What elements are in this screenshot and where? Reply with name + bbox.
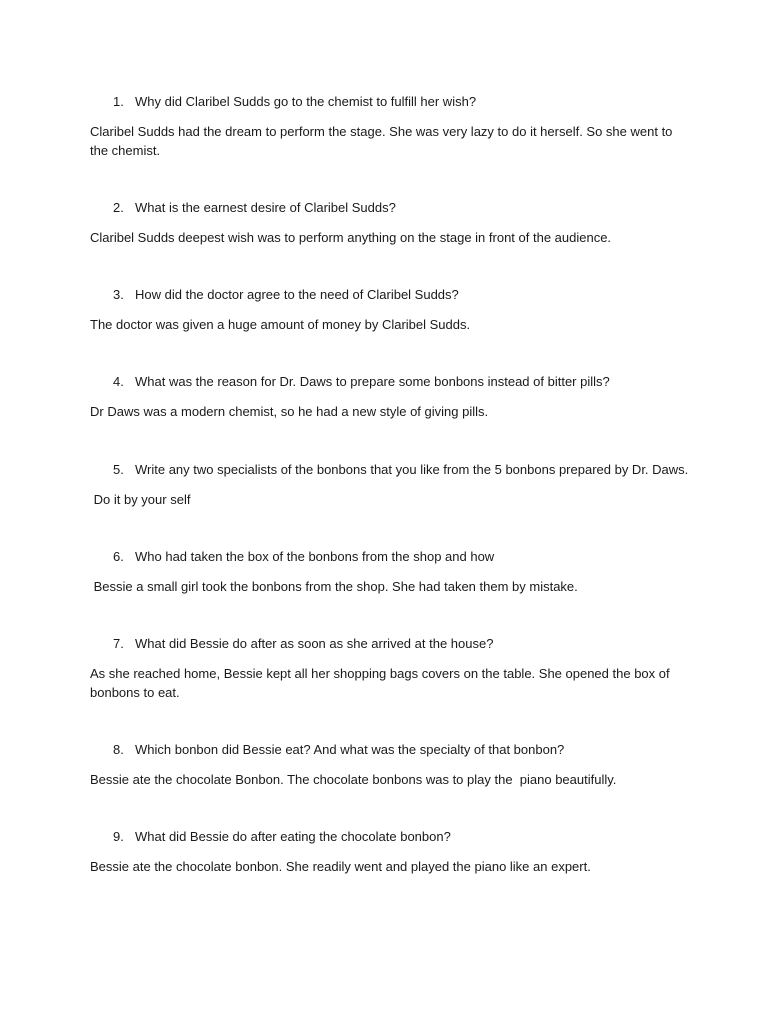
qa-item-7 bbox=[90, 635, 690, 702]
question bbox=[90, 461, 690, 479]
answer-text: Bessie a small girl took the bonbons from the shop. She had taken them by mistake. bbox=[90, 579, 578, 594]
answer-text: Do it by your self bbox=[90, 492, 191, 507]
question-number: 8. bbox=[113, 742, 124, 757]
question-number: 5. bbox=[113, 462, 124, 477]
question-text: Who had taken the box of the bonbons from the shop and how bbox=[135, 549, 495, 564]
question bbox=[90, 286, 690, 304]
question-text: What is the earnest desire of Claribel Sudds? bbox=[135, 200, 396, 215]
answer-text: Dr Daws was a modern chemist, so he had a new style of giving pills. bbox=[90, 404, 489, 419]
question-text: Why did Claribel Sudds go to the chemist to fulfill her wish? bbox=[135, 94, 477, 109]
question-number: 6. bbox=[113, 549, 124, 564]
question bbox=[90, 93, 690, 111]
question-text: Write any two specialists of the bonbons that you like from the 5 bonbons prepared by Dr. Daws. bbox=[135, 462, 689, 477]
answer-text: Claribel Sudds deepest wish was to perform anything on the stage in front of the audience. bbox=[90, 230, 612, 245]
qa-item-3 bbox=[90, 286, 690, 334]
answer-text: As she reached home, Bessie kept all her shopping bags covers on the table. She opened the box of bonbons to eat. bbox=[90, 666, 674, 700]
question-number: 7. bbox=[113, 636, 124, 651]
question-number: 4. bbox=[113, 374, 124, 389]
qa-item-8 bbox=[90, 741, 690, 789]
question-number: 1. bbox=[113, 94, 124, 109]
question-text: Which bonbon did Bessie eat? And what was the specialty of that bonbon? bbox=[135, 742, 565, 757]
question-text: What was the reason for Dr. Daws to prepare some bonbons instead of bitter pills? bbox=[135, 374, 610, 389]
answer-text: Bessie ate the chocolate Bonbon. The chocolate bonbons was to play the piano beautifully. bbox=[90, 772, 617, 787]
qa-item-4 bbox=[90, 373, 690, 421]
answer-text: Bessie ate the chocolate bonbon. She readily went and played the piano like an expert. bbox=[90, 859, 591, 874]
question bbox=[90, 199, 690, 217]
question bbox=[90, 741, 690, 759]
qa-item-2 bbox=[90, 199, 690, 247]
question bbox=[90, 373, 690, 391]
qa-item-5 bbox=[90, 461, 690, 509]
question-text: What did Bessie do after eating the chocolate bonbon? bbox=[135, 829, 451, 844]
question-text: How did the doctor agree to the need of Claribel Sudds? bbox=[135, 287, 459, 302]
question-number: 9. bbox=[113, 829, 124, 844]
question-number: 3. bbox=[113, 287, 124, 302]
question bbox=[90, 635, 690, 653]
qa-item-6 bbox=[90, 548, 690, 596]
answer-text: Claribel Sudds had the dream to perform the stage. She was very lazy to do it herself. So she went to the chemist. bbox=[90, 124, 677, 158]
answer-text: The doctor was given a huge amount of money by Claribel Sudds. bbox=[90, 317, 471, 332]
question bbox=[90, 828, 690, 846]
question bbox=[90, 548, 690, 566]
qa-item-1 bbox=[90, 93, 690, 160]
question-number: 2. bbox=[113, 200, 124, 215]
question-text: What did Bessie do after as soon as she arrived at the house? bbox=[135, 636, 494, 651]
qa-item-9 bbox=[90, 828, 690, 876]
